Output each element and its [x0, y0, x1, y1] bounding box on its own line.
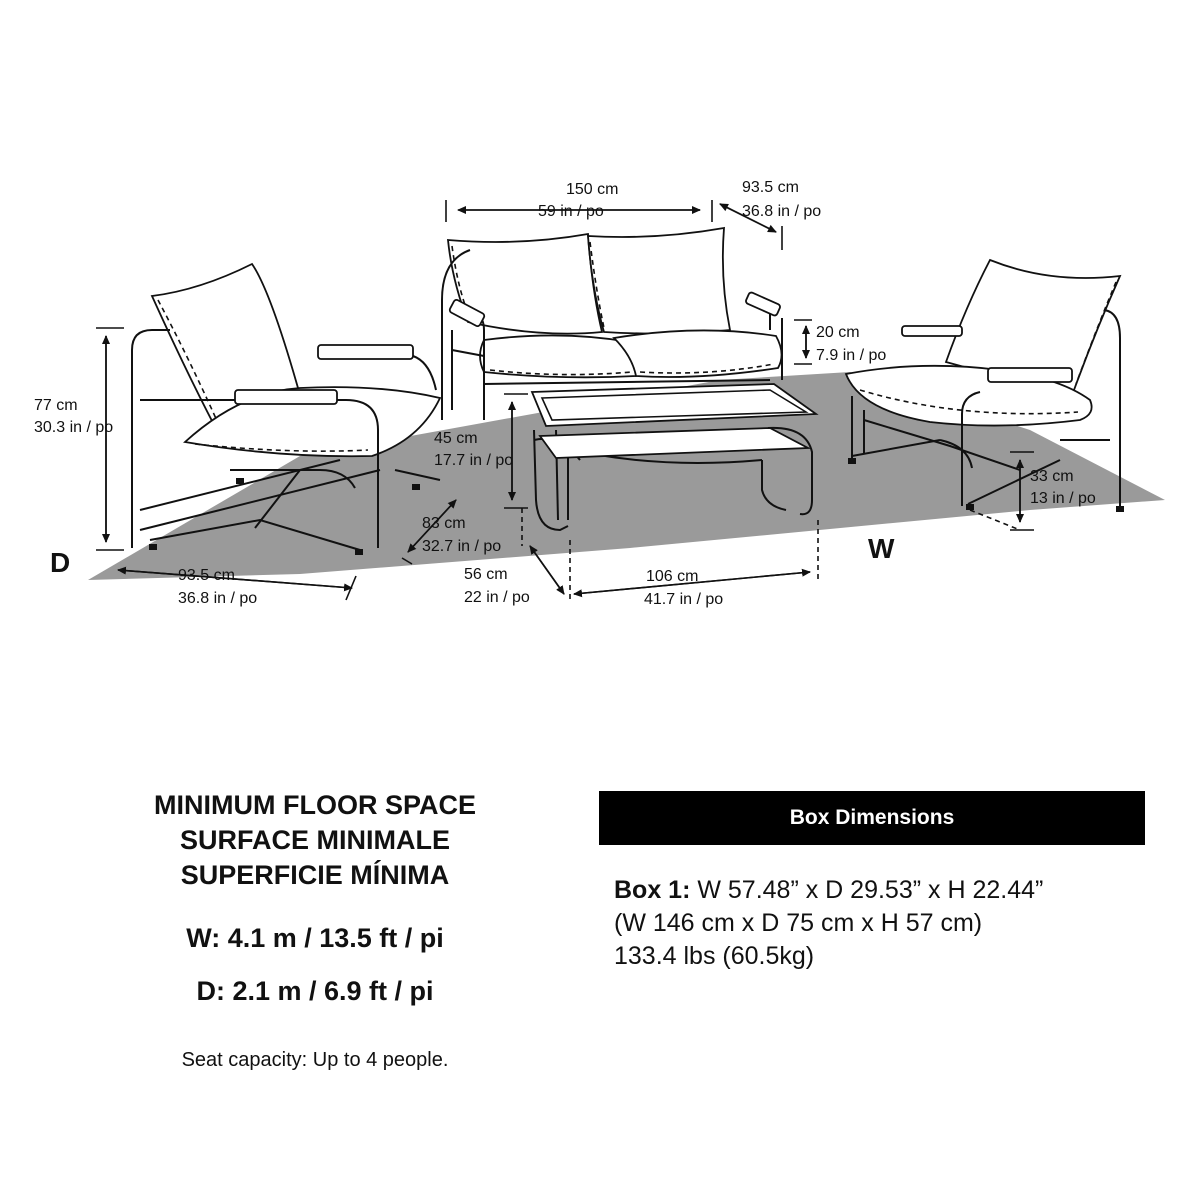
table-depth-cm: 56 cm [464, 566, 508, 583]
floor-space-title-es: SUPERFICIE MÍNIMA [180, 860, 450, 890]
width-axis-label: W [868, 533, 895, 564]
floor-space-title-en: MINIMUM FLOOR SPACE [154, 790, 476, 820]
chair-depth-cm: 93.5 cm [178, 567, 235, 584]
seat-capacity: Seat capacity: Up to 4 people. [181, 1049, 449, 1071]
table-depth-in: 22 in / po [464, 589, 530, 606]
box-dimensions-body [614, 874, 1043, 973]
box1-imperial [614, 874, 1043, 907]
box1-imperial-value: W 57.48” x D 29.53” x H 22.44” [697, 876, 1044, 904]
arm-height-cm: 20 cm [816, 324, 860, 341]
box1-weight: 133.4 lbs (60.5kg) [614, 942, 815, 970]
seat-height-cm: 33 cm [1030, 468, 1074, 485]
box1-label: Box 1: [614, 876, 691, 904]
floor-space-section [60, 788, 570, 1072]
table-width-cm: 106 cm [646, 568, 699, 585]
chair-depth-in: 36.8 in / po [178, 590, 258, 607]
floor-space-width: W: 4.1 m / 13.5 ft / pi [186, 923, 444, 953]
table-height-cm: 45 cm [434, 430, 478, 447]
box-dimensions-header: Box Dimensions [599, 791, 1145, 845]
seat-height-in: 13 in / po [1030, 490, 1096, 507]
floor-space-depth: D: 2.1 m / 6.9 ft / pi [196, 976, 434, 1006]
chair-height-in: 30.3 in / po [34, 419, 114, 436]
loveseat-width-cm: 150 cm [566, 181, 619, 198]
chair-width-in: 32.7 in / po [422, 538, 502, 555]
chair-height-cm: 77 cm [34, 397, 78, 414]
loveseat-depth-in: 36.8 in / po [742, 203, 822, 220]
loveseat-depth-cm: 93.5 cm [742, 179, 799, 196]
floor-space-title-fr: SURFACE MINIMALE [180, 825, 450, 855]
depth-axis-label: D [50, 547, 71, 578]
chair-width-cm: 83 cm [422, 515, 466, 532]
table-width-in: 41.7 in / po [644, 591, 724, 608]
loveseat-width-in: 59 in / po [538, 203, 604, 220]
arm-height-in: 7.9 in / po [816, 347, 887, 364]
box1-metric: (W 146 cm x D 75 cm x H 57 cm) [614, 909, 983, 937]
table-height-in: 17.7 in / po [434, 452, 514, 469]
